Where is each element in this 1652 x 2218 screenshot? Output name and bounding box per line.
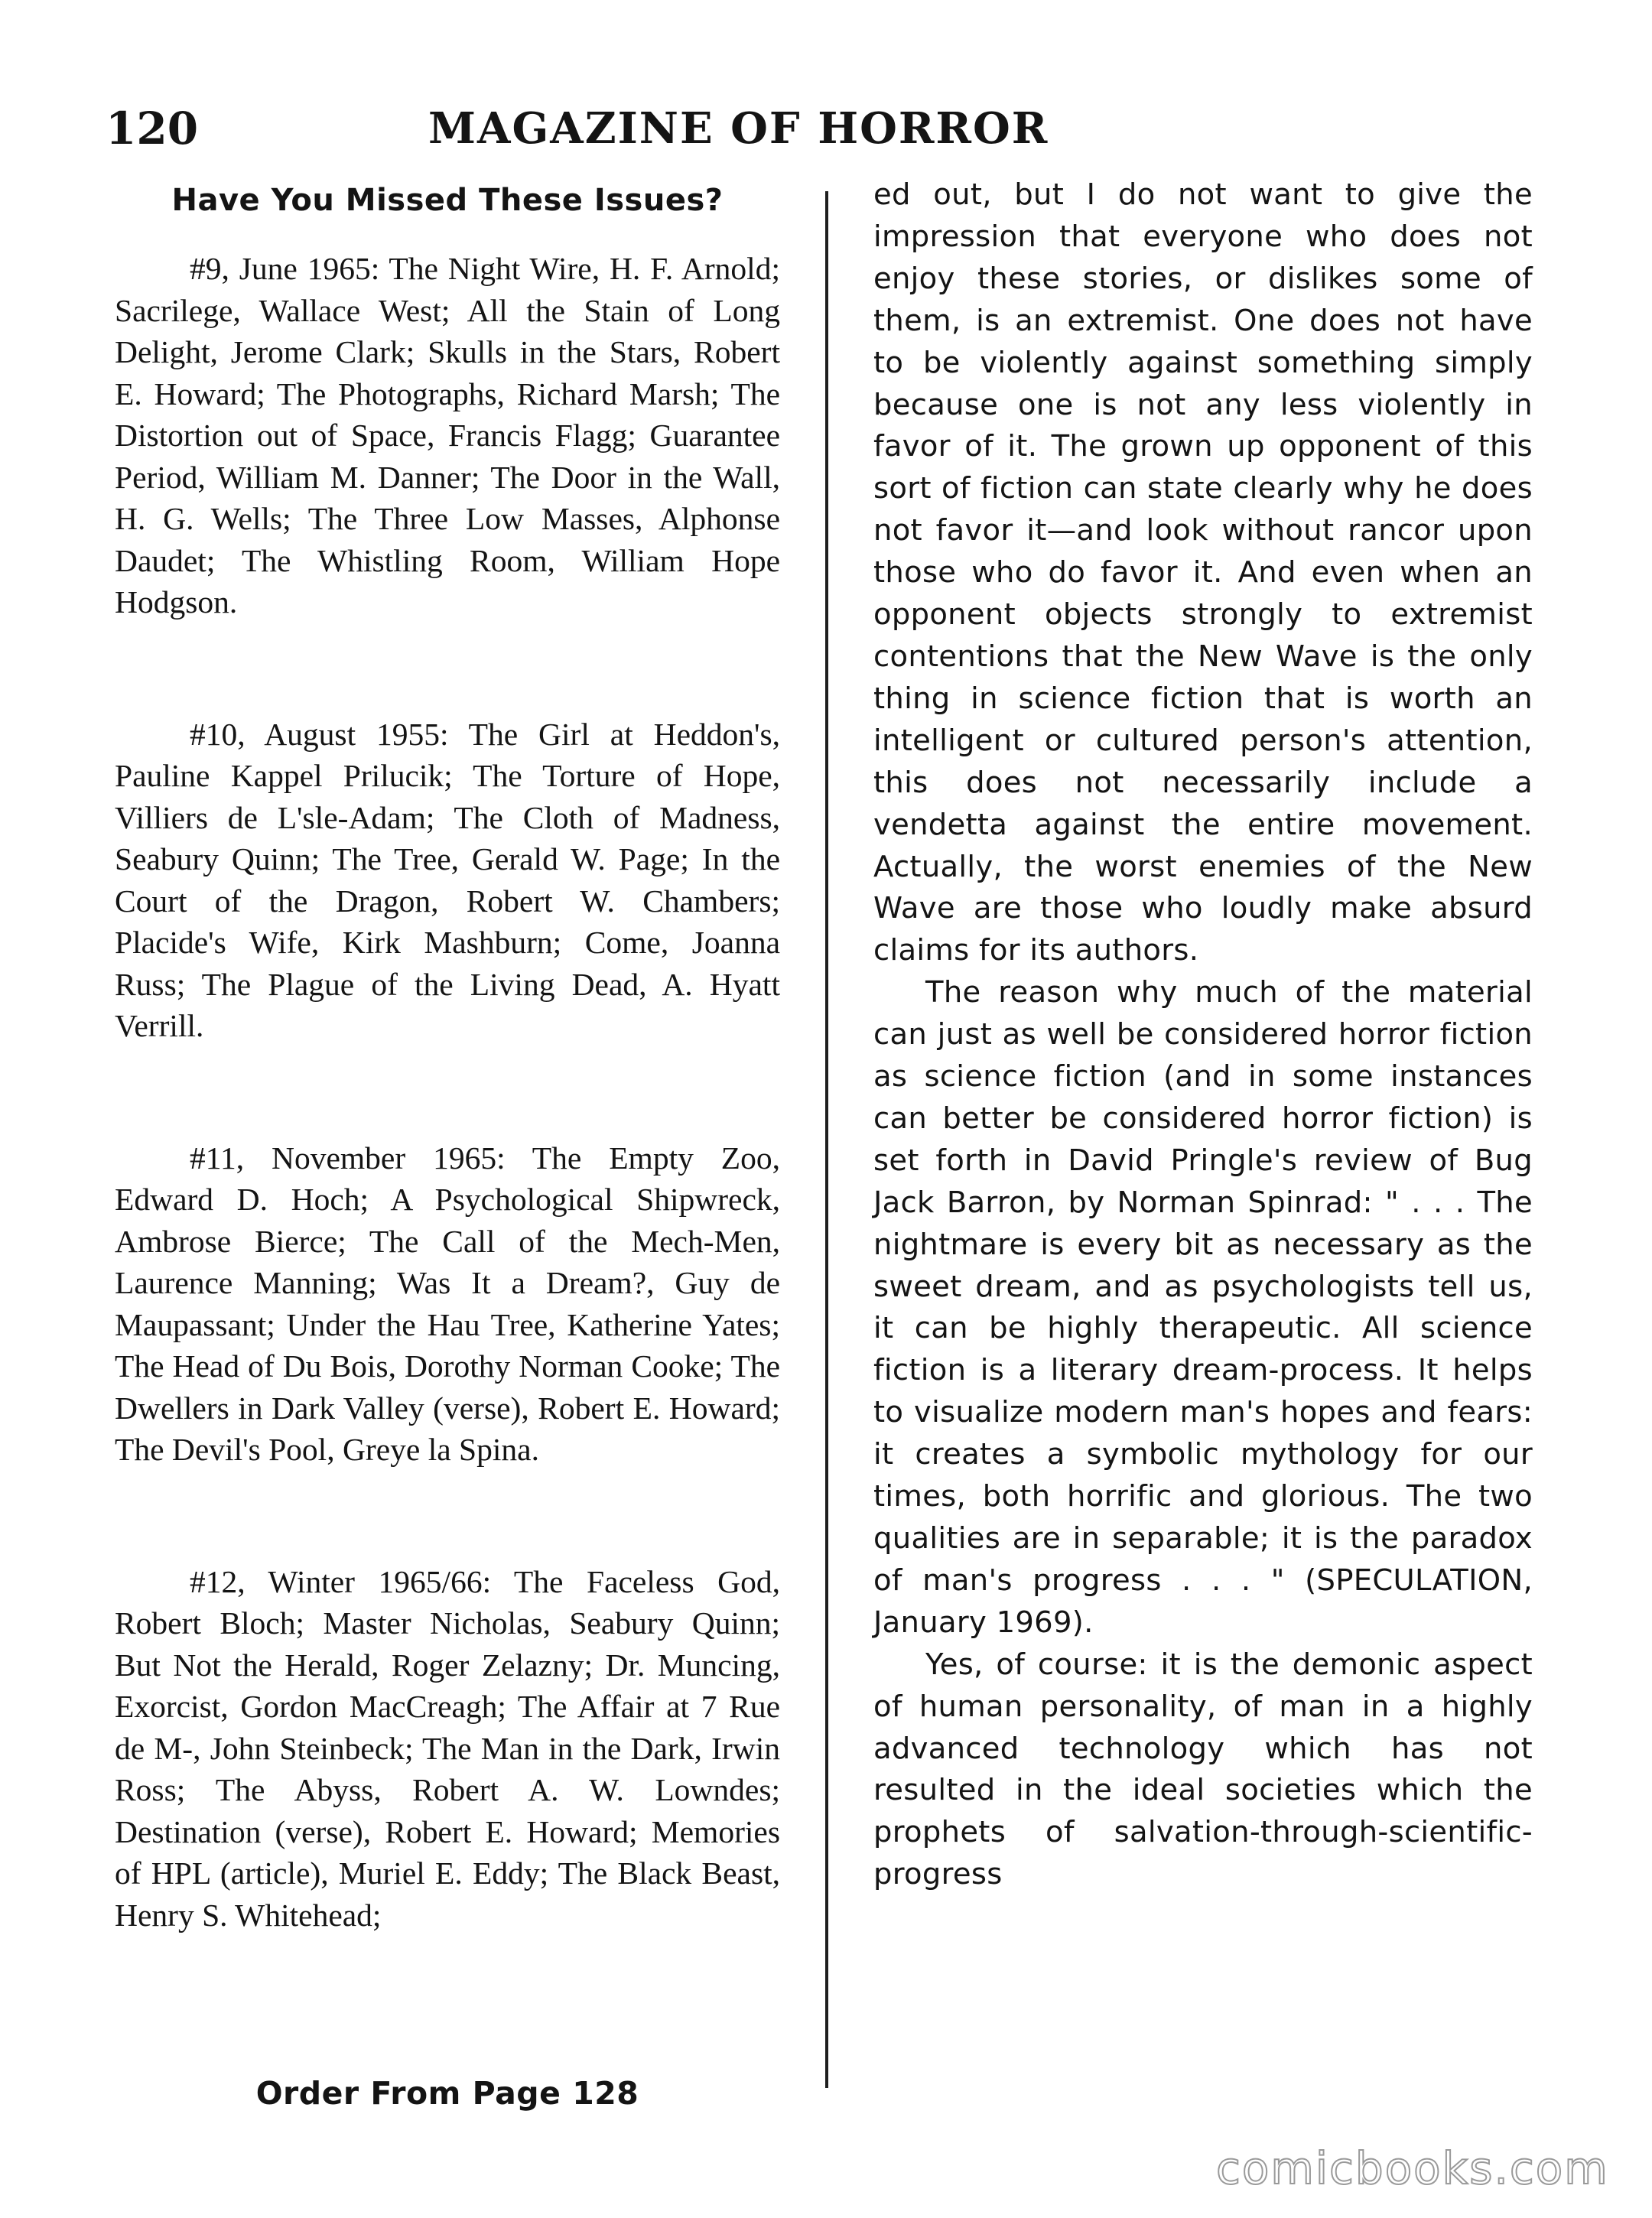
site-watermark: comicbooks.com xyxy=(1216,2142,1609,2194)
editorial-paragraph-2: The reason why much of the material can just as well be considered horror fiction as science fiction (and in some instances can better be considered horror fiction) is set forth in David Pringle's review of Bug Jack Barron, by Norman Spinrad: " . . . The nightmare is every bit as necessary as the sweet dream, and as psychologists tell us, it can be highly therapeutic. All science fiction is a literary dream-process. It helps to visualize modern man's hopes and fears: it creates a symbolic mythology for our times, both horrific and glorious. The two qualities are in separable; it is the paradox of man's progress . . . " (SPECULATION, January 1969). xyxy=(873,975,1533,1640)
order-note: Order From Page 128 xyxy=(255,2075,639,2112)
issue-entry-10: #10, August 1955: The Girl at Heddon's, Pauline Kappel Prilucik; The Torture of Hope, Villiers de L'sle-Adam; The Cloth of Madness, Seabury Quinn; The Tree, Gerald W. Page; In the Court of the Dragon, Robert W. Chambers; Placide's Wife, Kirk Mashburn; Come, Joanna Russ; The Plague of the Living Dead, A. Hyatt Verrill. xyxy=(115,716,780,1043)
issue-entry-9: #9, June 1965: The Night Wire, H. F. Arnold; Sacrilege, Wallace West; All the Stain of Long Delight, Jerome Clark; Skulls in the Stars, Robert E. Howard; The Photographs, Richard Marsh; The Distortion out of Space, Francis Flagg; Guarantee Period, William M. Danner; The Door in the Wall, H. G. Wells; The Three Low Masses, Alphonse Daudet; The Whistling Room, William Hope Hodgson. xyxy=(115,251,780,620)
editorial-paragraph-3: Yes, of course: it is the demonic aspect of human personality, of man in a highly advanced technology which has not resulted in the ideal societies which the prophets of salvation-through-scientific-progress xyxy=(873,1647,1533,1892)
running-title: MAGAZINE OF HORROR xyxy=(428,103,1049,154)
editorial-paragraph-1: ed out, but I do not want to give the impression that everyone who does not enjoy these stories, or dislikes some of them, is an extremist. One does not have to be violently against something simply because one is not any less violently in favor of it. The grown up opponent of this sort of fiction can state clearly why he does not favor it—and look without rancor upon those who do favor it. And even when an opponent objects strongly to extremist contentions that the New Wave is the only thing in science fiction that is worth an intelligent or cultured person's attention, this does not necessarily include a vendetta against the entire movement. Actually, the worst enemies of the New Wave are those who loudly make absurd claims for its authors. xyxy=(873,177,1533,968)
back-issues-heading: Have You Missed These Issues? xyxy=(171,183,724,218)
issue-entry-12: #12, Winter 1965/66: The Faceless God, Robert Bloch; Master Nicholas, Seabury Quinn; But Not the Herald, Roger Zelazny; Dr. Muncing, Exorcist, Gordon MacCreagh; The Affair at 7 Rue de M-, John Steinbeck; The Man in the Dark, Irwin Ross; The Abyss, Robert A. W. Lowndes; Destination (verse), Robert E. Howard; Memories of HPL (article), Muriel E. Eddy; The Black Beast, Henry S. Whitehead; xyxy=(115,1563,780,1933)
back-issues-column xyxy=(115,176,780,2126)
page-number: 120 xyxy=(106,102,199,154)
page-header xyxy=(0,98,1652,159)
issue-entry-11: #11, November 1965: The Empty Zoo, Edward D. Hoch; A Psychological Shipwreck, Ambrose Bierce; The Call of the Mech-Men, Laurence Manning; Was It a Dream?, Guy de Maupassant; Under the Hau Tree, Katherine Yates; The Head of Du Bois, Dorothy Norman Cooke; The Dwellers in Dark Valley (verse), Robert E. Howard; The Devil's Pool, Greye la Spina. xyxy=(115,1140,780,1467)
column-divider xyxy=(825,191,828,2088)
editorial-column xyxy=(873,174,1533,2117)
